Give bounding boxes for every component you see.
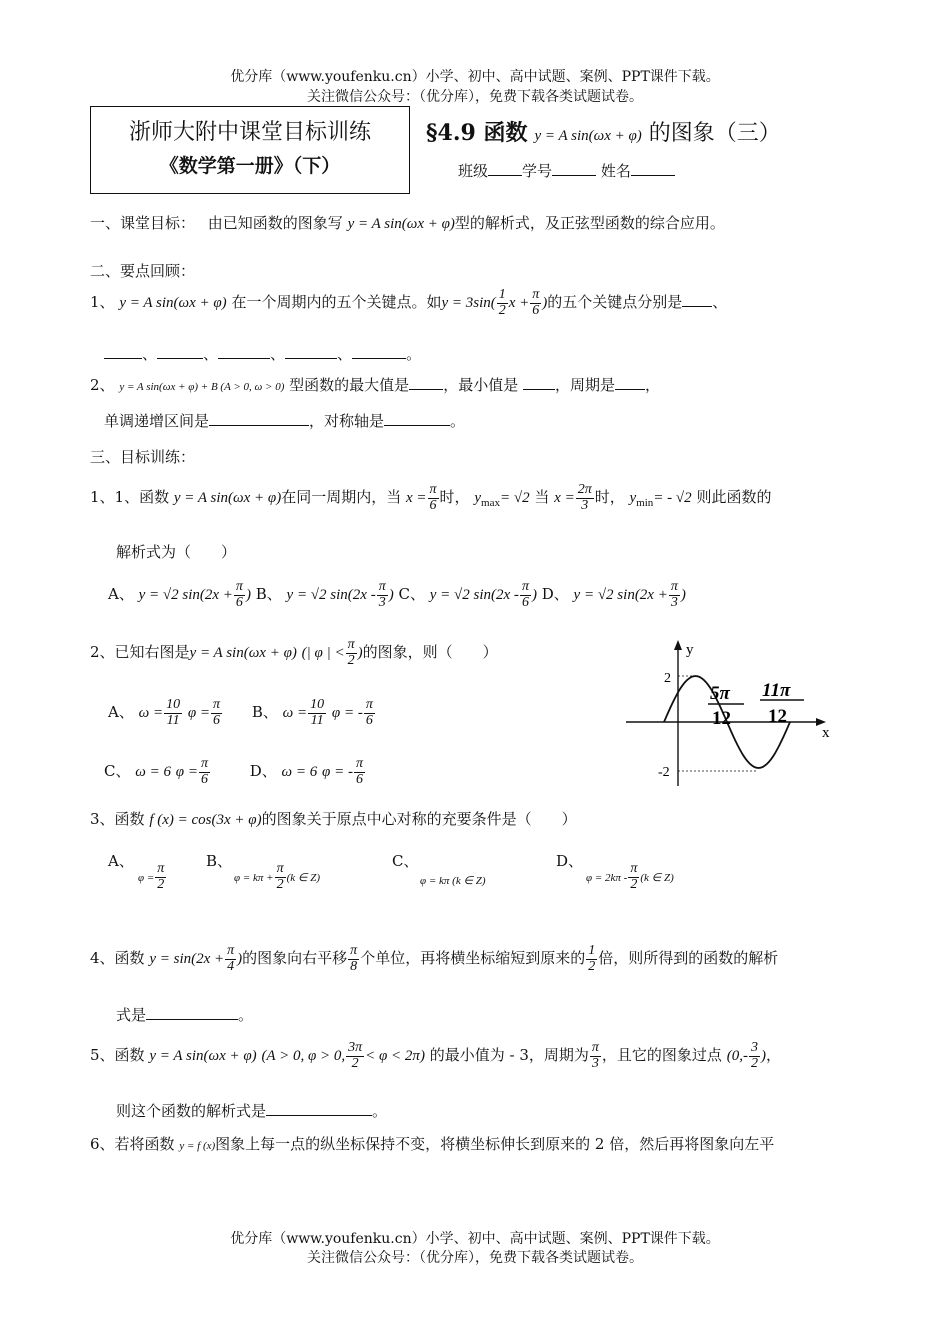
- answer-blank[interactable]: [384, 425, 450, 426]
- question-1: 1、1、函数 y = A sin(ωx + φ)在同一周期内，当 x = $\frac{\pi}{6}$ 时， $y_{max}= √2$ 当 x = $\frac{2\pi}{3}$ 时， $y_{min}= - √2$ 则此函数的: [90, 482, 772, 513]
- q3-num: 3、函数: [90, 810, 145, 828]
- footer-line-2: 关注微信公众号：（优分库），免费下载各类试题试卷。: [307, 1250, 643, 1266]
- q1-option-a[interactable]: y = √2 sin(2x +: [138, 587, 233, 604]
- tick-label-neg2: -2: [658, 765, 670, 780]
- number-label: 学号: [522, 162, 553, 180]
- answer-blank[interactable]: [209, 425, 309, 426]
- review-q1-formula2-c: ): [542, 295, 548, 312]
- answer-blank[interactable]: [615, 389, 645, 390]
- q1-line2: 解析式为（ ）: [116, 543, 237, 561]
- q3-option-b-label: B、: [206, 852, 233, 870]
- class-field[interactable]: [488, 175, 522, 176]
- review-q2-text-a: 型函数的最大值是: [289, 376, 410, 394]
- review-q2-formula: y = A sin(ωx + φ) + B (A > 0, ω > 0): [119, 381, 285, 393]
- review-q1-formula2-b: x +: [508, 295, 530, 312]
- q2-options-row2: C、 ω = 6 φ = $\frac{\pi}{6}$ D、 ω = 6 φ = - $\frac{\pi}{6}$: [104, 756, 363, 787]
- q3-text: 的图象关于原点中心对称的充要条件是（ ）: [261, 810, 577, 828]
- tick-label-2: 2: [664, 671, 671, 686]
- answer-blank[interactable]: [285, 358, 337, 359]
- question-3: [90, 808, 577, 829]
- section-1-label: 一、课堂目标：: [90, 214, 196, 232]
- q2-formula: y = A sin(ωx + φ): [189, 645, 297, 662]
- q1-text-e: 则此函数的: [696, 488, 772, 507]
- frac-pi-6: $\frac{\pi}{6}$: [532, 287, 540, 318]
- section-goal: [90, 212, 725, 233]
- x-label-5pi-den: 12: [712, 708, 731, 729]
- q1-option-d[interactable]: y = √2 sin(2x +: [573, 587, 668, 604]
- answer-blank[interactable]: [409, 389, 443, 390]
- q1-option-b-label: B、: [255, 585, 282, 604]
- footer-line-1: 优分库（www.youfenku.cn）小学、初中、高中试题、案例、PPT课件下载。: [230, 1231, 720, 1247]
- x-label-11pi: 11π: [762, 680, 791, 701]
- q3-option-a[interactable]: φ = $\frac{\pi}{2}$: [138, 861, 165, 892]
- answer-blank[interactable]: [352, 358, 406, 359]
- student-info: [458, 160, 675, 181]
- q5-text-b: ，且它的图象过点: [601, 1046, 722, 1065]
- header-line-2: 关注微信公众号：（优分库），免费下载各类试题试卷。: [307, 89, 643, 105]
- y-axis-arrow: [674, 640, 682, 650]
- title-box-line2: 《数学第一册》（下）: [159, 155, 341, 177]
- review-q1: 1、 y = A sin(ωx + φ) 在一个周期内的五个关键点。如y = 3sin( $\frac{1}{2}$ x + $\frac{\pi}{6}$ )的五个关键点分别是 、: [90, 287, 728, 318]
- question-4: 4、函数 y = sin(2x + $\frac{\pi}{4}$ )的图象向右平移 $\frac{\pi}{8}$ 个单位，再将横坐标缩短到原来的 $\frac{1}{2}$ 倍，则所得到的函数的解析: [90, 943, 779, 974]
- q1-option-b[interactable]: y = √2 sin(2x -: [286, 587, 376, 604]
- q2-options-row1: A、 ω = $\frac{10}{11}$ φ = $\frac{\pi}{6}$ B、 ω = $\frac{10}{11}$ φ = - $\frac{\pi}{6}$: [108, 697, 373, 728]
- x-label-5pi: 5π: [710, 683, 730, 704]
- q1-option-c[interactable]: y = √2 sin(2x -: [429, 587, 519, 604]
- section-training-label: 三、目标训练：: [90, 448, 196, 466]
- q3-option-a-label: A、: [108, 852, 134, 870]
- q1-option-c-label: C、: [398, 585, 425, 604]
- review-q1-text-a: 在一个周期内的五个关键点。如: [231, 293, 442, 312]
- q4-num: 4、函数: [90, 949, 145, 968]
- review-q1-num: 1、: [90, 293, 115, 312]
- q1-ymin-val: = - √2: [653, 490, 692, 507]
- q5-text-a: 的最小值为 - 3，周期为: [429, 1046, 589, 1065]
- sine-graph: [620, 636, 840, 796]
- answer-blank[interactable]: [523, 389, 555, 390]
- review-q2: 2、 y = A sin(ωx + φ) + B (A > 0, ω > 0) 型函数的最大值是 ，最小值是 ，周期是 ，: [90, 376, 661, 394]
- review-q2-text-b: ，最小值是: [443, 376, 519, 394]
- q4-line2: 式是 。: [116, 1006, 254, 1024]
- q2-option-c[interactable]: ω = 6: [135, 764, 171, 781]
- answer-blank[interactable]: [104, 358, 142, 359]
- q2-num: 2、已知右图是: [90, 643, 190, 662]
- answer-blank[interactable]: [157, 358, 203, 359]
- number-field[interactable]: [552, 175, 596, 176]
- q1-x1: x =: [406, 490, 427, 507]
- review-q1-text-b: 的五个关键点分别是: [547, 293, 683, 312]
- q1-option-a-label: A、: [108, 585, 134, 604]
- review-q1-formula: y = A sin(ωx + φ): [119, 295, 227, 312]
- q5-num: 5、函数: [90, 1046, 145, 1065]
- answer-blank[interactable]: [682, 306, 712, 307]
- q2-option-d[interactable]: ω = 6: [281, 764, 318, 781]
- q1-x2: x =: [554, 490, 575, 507]
- q3-option-d-label: D、: [556, 852, 584, 870]
- class-label: 班级: [458, 162, 489, 180]
- q3-option-c[interactable]: φ = kπ (k ∈ Z): [420, 875, 486, 887]
- q4-text-b: 个单位，再将横坐标缩短到原来的: [360, 949, 586, 968]
- title-prefix: §4.9 函数: [426, 120, 528, 146]
- q3-formula: f (x) = cos(3x + φ): [149, 812, 262, 828]
- answer-blank[interactable]: [146, 1019, 238, 1020]
- q2-cond: (| φ | <: [301, 645, 345, 662]
- section-1-text-b: 型的解析式，及正弦型函数的综合应用。: [454, 214, 725, 232]
- q2-option-a-label: A、: [108, 703, 134, 722]
- x-label-11pi-den: 12: [768, 706, 787, 727]
- header-line-1: 优分库（www.youfenku.cn）小学、初中、高中试题、案例、PPT课件下载。: [230, 69, 720, 85]
- review-q2-num: 2、: [90, 376, 115, 394]
- q1-options: A、 y = √2 sin(2x + $\frac{\pi}{6}$ ) B、 y = √2 sin(2x - $\frac{\pi}{3}$ ) C、 y = √2 sin(2x - $\frac{\pi}{6}$ ) D、 y = √2 sin(2x + $\frac{\pi}{3}$ ): [108, 579, 686, 610]
- q4-formula: y = sin(2x +: [149, 951, 225, 968]
- section-1-formula: y = A sin(ωx + φ): [347, 216, 455, 232]
- q5-line2: 则这个函数的解析式是 。: [116, 1102, 388, 1120]
- frac-half: $\frac{1}{2}$: [498, 287, 506, 318]
- q3-option-c-label: C、: [392, 852, 419, 870]
- q1-num: 1、1、函数: [90, 488, 170, 507]
- title-box-line1: 浙师大附中课堂目标训练: [128, 120, 371, 145]
- review-q1-formula2-a: y = 3sin(: [441, 295, 496, 312]
- question-2: 2、已知右图是y = A sin(ωx + φ) (| φ | < $\frac{\pi}{2}$ )的图象，则（ ）: [90, 637, 498, 668]
- question-5: 5、函数 y = A sin(ωx + φ) (A > 0, φ > 0, $\frac{3\pi}{2}$ < φ < 2π) 的最小值为 - 3，周期为 $\frac{\pi}{3}$ ，且它的图象过点 (0,- $\frac{3}{2}$ )，: [90, 1040, 781, 1071]
- q6-formula: y = f (x): [179, 1140, 216, 1152]
- q1-ymax-val: = √2: [499, 490, 530, 507]
- q1-option-d-label: D、: [541, 585, 569, 604]
- section-review-label: 二、要点回顾：: [90, 262, 196, 280]
- q2-option-c-label: C、: [104, 762, 131, 781]
- review-q1-blanks: 、 、 、 、 。: [104, 343, 421, 364]
- q1-formula: y = A sin(ωx + φ): [173, 490, 282, 507]
- name-label: 姓名: [600, 162, 631, 180]
- q4-text-a: 的图象向右平移: [242, 949, 348, 968]
- review-q2-text-d: 单调递增区间是: [104, 412, 210, 430]
- q2-option-d-label: D、: [249, 762, 277, 781]
- q2-option-a[interactable]: ω =: [138, 705, 164, 722]
- q1-text-a: 在同一周期内，当: [281, 488, 402, 507]
- title-formula: y = A sin(ωx + φ): [534, 128, 642, 144]
- review-q2-text-c: ，周期是: [554, 376, 615, 394]
- q2-option-b[interactable]: ω =: [282, 705, 308, 722]
- q6-num: 6、若将函数: [90, 1135, 175, 1153]
- q1-text-c: 当: [534, 488, 550, 507]
- answer-blank[interactable]: [266, 1115, 372, 1116]
- axis-y-label: y: [686, 642, 694, 658]
- axis-x-label: x: [822, 725, 830, 741]
- title-suffix: 的图象（三）: [648, 121, 781, 146]
- title-box: [90, 106, 410, 194]
- q3-option-b[interactable]: φ = kπ + $\frac{\pi}{2}$ (k ∈ Z): [234, 861, 321, 892]
- q5-cond: (A > 0, φ > 0,: [261, 1048, 346, 1065]
- q1-text-d: 时，: [594, 488, 625, 507]
- page-title: [426, 116, 781, 147]
- q2-option-b-label: B、: [251, 703, 278, 722]
- question-6: [90, 1133, 774, 1154]
- name-field[interactable]: [631, 175, 675, 176]
- q4-text-c: 倍，则所得到的函数的解析: [598, 949, 779, 968]
- q1-text-b: 时，: [439, 488, 470, 507]
- review-q2-line2: 单调递增区间是 ，对称轴是 。: [104, 412, 466, 430]
- review-q2-text-e: ，对称轴是: [309, 412, 385, 430]
- section-1-text-a: 由已知函数的图象写: [207, 214, 343, 232]
- q6-text: 图象上每一点的纵坐标保持不变，将横坐标伸长到原来的 2 倍，然后再将图象向左平: [215, 1135, 775, 1153]
- answer-blank[interactable]: [218, 358, 270, 359]
- q2-text: 的图象，则（ ）: [362, 643, 498, 662]
- q3-option-d[interactable]: φ = 2kπ - $\frac{\pi}{2}$ (k ∈ Z): [586, 861, 674, 892]
- q5-formula: y = A sin(ωx + φ): [149, 1048, 257, 1065]
